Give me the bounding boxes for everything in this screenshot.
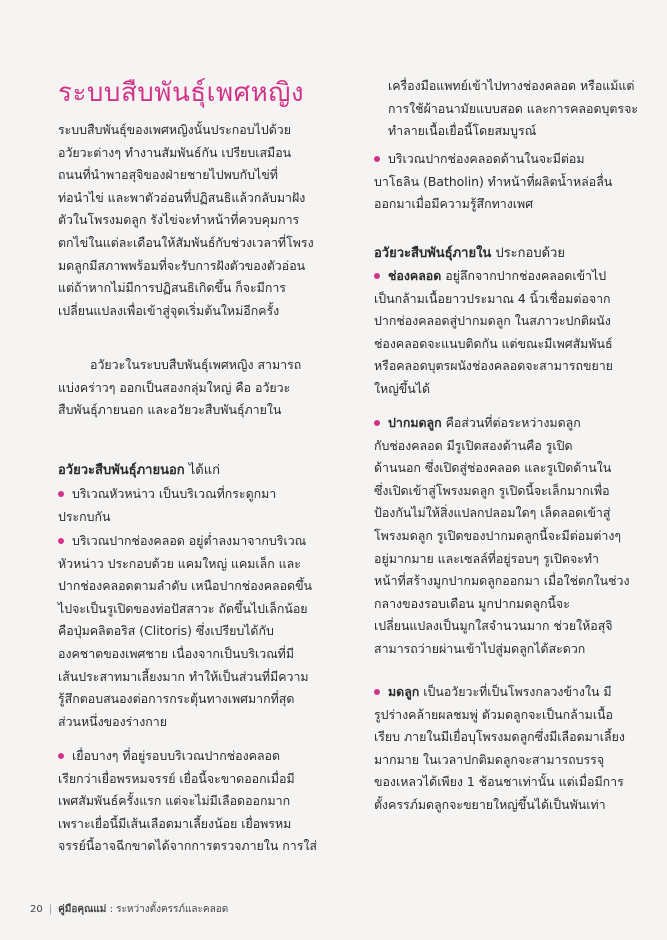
bullet-hymen xyxy=(58,745,317,858)
text-line: ออกมาเมื่อมีความรู้สึกทางเพศ xyxy=(374,196,534,212)
text-line: หน้าที่สร้างมูกปากมดลูกออกมา เมื่อใช่ตกในช่วง xyxy=(374,573,630,589)
bullet-dot-icon xyxy=(58,491,64,497)
text-line: มากมาย ในเวลาปกติมดลูกจะสามารถบรรจุ xyxy=(374,751,605,767)
text-line xyxy=(374,681,625,704)
text-line: ประกบกัน xyxy=(58,508,111,524)
bullet-dot-icon xyxy=(374,156,380,162)
text-line: เรียกว่าเยื่อพรหมจรรย์ เยื่อนี้จะขาดออกเมื่อมี xyxy=(58,770,295,786)
text-line: ท่อนำไข่ และพาตัวอ่อนที่ปฏิสนธิแล้วกลับมาฝัง xyxy=(58,189,306,205)
text-line: รูปร่างคล้ายผลชมพู่ ตัวมดลูกจะเป็นกล้ามเนื้อ xyxy=(374,706,613,722)
vagina-paragraph xyxy=(374,265,613,401)
text-line: จรรย์นี้อาจฉีกขาดได้จากการตรวจภายใน การใส่ xyxy=(58,838,317,854)
term-bold: ช่องคลอด xyxy=(388,268,442,283)
text-line xyxy=(374,265,613,288)
text-line: ทำลายเนื้อเยื่อนี้โดยสมบูรณ์ xyxy=(388,123,537,139)
text-line: แบ่งคร่าวๆ ออกเป็นสองกลุ่มใหญ่ คือ อวัยวะ xyxy=(58,379,291,395)
text-run: เยื่อบางๆ ที่อยู่รอบบริเวณปากช่องคลอด xyxy=(72,748,281,763)
text-line: ด้านนอก ซึ่งเปิดสู่ช่องคลอด และรูเปิดด้านใน xyxy=(374,460,612,476)
bullet-batholin xyxy=(374,148,612,216)
term-bold: ปากมดลูก xyxy=(388,415,442,430)
bullet-vaginal-opening xyxy=(58,530,312,733)
text-line: ปากช่องคลอดสู่ปากมดลูก ในสภาวะปกติผนัง xyxy=(374,313,611,329)
text-run: คือส่วนที่ต่อระหว่างมดลูก xyxy=(441,415,581,430)
bullet-pubic-area xyxy=(58,483,276,528)
bullet-dot-icon xyxy=(374,273,380,279)
external-organs-heading-bold: อวัยวะสืบพันธุ์ภายนอก xyxy=(58,463,185,478)
page-title: ระบบสืบพันธุ์เพศหญิง xyxy=(58,78,305,108)
bullet-dot-icon xyxy=(58,753,64,759)
text-line xyxy=(58,745,317,768)
term-bold: มดลูก xyxy=(388,684,420,699)
text-line: หัวหน่าว ประกอบด้วย แคมใหญ่ แคมเล็ก และ xyxy=(58,555,301,571)
cervix-paragraph xyxy=(374,412,630,661)
internal-organs-heading-rest: ประกอบด้วย xyxy=(491,246,565,261)
internal-organs-heading-bold: อวัยวะสืบพันธุ์ภายใน xyxy=(374,246,492,261)
text-line: เรียบ ภายในมีเยื่อบุโพรงมดลูกซึ่งมีเลือดมาเลี้ยง xyxy=(374,729,625,745)
text-line xyxy=(58,483,276,506)
text-line: ของเหลวได้เพียง 1 ช้อนชาเท่านั้น แต่เมื่อมีการ xyxy=(374,774,624,790)
text-run: อยู่ลึกจากปากช่องคลอดเข้าไป xyxy=(441,268,607,283)
text-line: สืบพันธุ์ภายนอก และอวัยวะสืบพันธุ์ภายใน xyxy=(58,402,282,418)
external-organs-heading-rest: ได้แก่ xyxy=(184,463,221,478)
text-line: แต่ถ้าหากไม่มีการปฏิสนธิเกิดขึ้น ก็จะมีการ xyxy=(58,280,286,296)
uterus-paragraph xyxy=(374,681,625,817)
text-line: โพรงมดลูก รูเปิดของปากมดลูกนี้จะมีต่อมต่างๆ xyxy=(374,527,622,543)
text-line: หรือคลอดบุตรผนังช่องคลอดจะสามารถขยาย xyxy=(374,358,613,374)
text-line: ไปจะเป็นรูเปิดของท่อปัสสาวะ ถัดขึ้นไปเล็กน้อย xyxy=(58,600,308,616)
text-line: เพศสัมพันธ์ครั้งแรก แต่จะไม่มีเลือดออกมาก xyxy=(58,793,291,809)
text-line: มดลูกมีสภาพพร้อมที่จะรับการฝังตัวของตัวอ่อน xyxy=(58,257,306,273)
text-line: เป็นกล้ามเนื้อยาวประมาณ 4 นิ้วเชื่อมต่อจาก xyxy=(374,290,611,306)
text-line: ปากช่องคลอดตามลำดับ เหนือปากช่องคลอดขึ้น xyxy=(58,578,313,594)
organs-paragraph xyxy=(58,354,301,422)
bullet-dot-icon xyxy=(374,420,380,426)
text-line: เพราะเยื่อนี้มีเส้นเลือดมาเลี้ยงน้อย เยื่อพรหม xyxy=(58,815,292,831)
text-line: บาโธลิน (Batholin) ทำหน้าที่ผลิตน้ำหล่อลื่น xyxy=(374,173,613,189)
bullet-dot-icon xyxy=(374,689,380,695)
text-line: ตั้งครรภ์มดลูกจะขยายใหญ่ขึ้นได้เป็นพันเท่า xyxy=(374,796,606,812)
text-line: ใหญ่ขึ้นได้ xyxy=(374,380,430,396)
text-line: ตกไข่ในแต่ละเดือนให้สัมพันธ์กับช่วงเวลาที่โพรง xyxy=(58,234,314,250)
text-line: รู้สึกตอบสนองต่อการกระตุ้นทางเพศมากที่สุด xyxy=(58,691,295,707)
bullet-dot-icon xyxy=(58,538,64,544)
text-run: บริเวณหัวหน่าว เป็นบริเวณที่กระดูกมา xyxy=(72,486,277,501)
external-organs-heading xyxy=(58,459,220,480)
book-title: คู่มือคุณแม่ xyxy=(58,904,107,915)
text-line: เปลี่ยนแปลงเป็นมูกใสจำนวนมาก ช่วยให้อสุจิ xyxy=(374,618,613,634)
text-line: ตัวในโพรงมดลูก รังไข่จะทำหน้าที่ควบคุมการ xyxy=(58,212,300,228)
page-number: 20 xyxy=(30,904,43,915)
text-line: ซึ่งเปิดเข้าสู่โพรงมดลูก รูเปิดนี้จะเล็กมากเพื่อ xyxy=(374,482,610,498)
text-line: องคชาตของเพศชาย เนื่องจากเป็นบริเวณที่มี xyxy=(58,645,295,661)
text-line: อวัยวะต่างๆ ทำงานสัมพันธ์กัน เปรียบเสมือน xyxy=(58,144,292,160)
text-line: สามารถว่ายผ่านเข้าไปสู่มดลูกได้สะดวก xyxy=(374,640,586,656)
text-line: ถนนที่นำพาอสุจิของฝ่ายชายไปพบกับไข่ที่ xyxy=(58,167,278,183)
page-footer: 20 | คู่มือคุณแม่ : ระหว่างตั้งครรภ์และคลอด xyxy=(30,904,229,915)
internal-organs-heading xyxy=(374,242,565,263)
text-line: ช่องคลอดจะแนบติดกัน แต่ขณะมีเพศสัมพันธ์ xyxy=(374,335,613,351)
text-run: บริเวณปากช่องคลอด อยู่ต่ำลงมาจากบริเวณ xyxy=(72,533,307,548)
text-line: อยู่มากมาย และเซลล์ที่อยู่รอบๆ รูเปิดจะทำ xyxy=(374,550,599,566)
text-line: คือปุ่มคลิตอริส (Clitoris) ซึ่งเปรียบได้กับ xyxy=(58,623,274,639)
text-line: ส่วนหนึ่งของร่างกาย xyxy=(58,713,168,729)
text-line: การใช้ผ้าอนามัยแบบสอด และการคลอดบุตรจะ xyxy=(388,100,638,116)
text-line xyxy=(374,148,612,171)
text-line: เส้นประสาทมาเลี้ยงมาก ทำให้เป็นส่วนที่มีความ xyxy=(58,668,309,684)
text-line xyxy=(374,412,630,435)
text-line: กลางของรอบเดือน มูกปากมดลูกนี้จะ xyxy=(374,595,570,611)
text-line: ป้องกันไม่ให้สิ่งแปลกปลอมใดๆ เล็ดลอดเข้าสู่ xyxy=(374,505,611,521)
hymen-continued-paragraph xyxy=(388,75,638,143)
text-line: อวัยวะในระบบสืบพันธุ์เพศหญิง สามารถ xyxy=(90,357,302,372)
text-run: บริเวณปากช่องคลอดด้านในจะมีต่อม xyxy=(388,151,585,166)
text-line: เปลี่ยนแปลงเพื่อเข้าสู่จุดเริ่มต้นใหม่อีกครั้ง xyxy=(58,302,280,318)
text-line xyxy=(58,530,312,553)
intro-paragraph xyxy=(58,119,314,322)
text-line: กับช่องคลอด มีรูเปิดสองด้านคือ รูเปิด xyxy=(374,437,573,453)
text-line: ระบบสืบพันธุ์ของเพศหญิงนั้นประกอบไปด้วย xyxy=(58,122,291,137)
chapter-title: ระหว่างตั้งครรภ์และคลอด xyxy=(116,904,229,915)
text-line: เครื่องมือแพทย์เข้าไปทางช่องคลอด หรือแม้แต่ xyxy=(388,78,635,93)
text-run: เป็นอวัยวะที่เป็นโพรงกลวงข้างใน มี xyxy=(419,684,612,699)
